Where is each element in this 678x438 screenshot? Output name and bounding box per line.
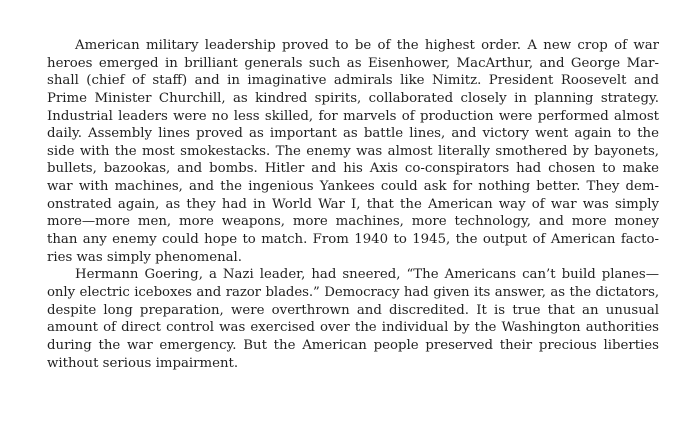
text-line: without serious impairment. [47, 355, 239, 371]
text-line: only electric iceboxes and razor blades.” Democracy had given its answer, as the dictators, [47, 284, 659, 300]
text-line: American military leadership proved to be of the highest order. A new crop of war [75, 38, 659, 53]
text-line: Prime Minister Churchill, as kindred spirits, collaborated closely in planning strategy. [47, 90, 659, 106]
text-line: Industrial leaders were no less skilled, for marvels of production were performed almost [47, 108, 659, 124]
text-line: bullets, bazookas, and bombs. Hitler and his Axis co-conspirators had chosen to make [47, 161, 659, 177]
text-line: during the war emergency. But the American people preserved their precious liberties [47, 337, 659, 353]
text-line: daily. Assembly lines proved as important as battle lines, and victory went again to the [47, 126, 659, 142]
text-line: war with machines, and the ingenious Yankees could ask for nothing better. They dem- [47, 179, 659, 195]
text-line: Hermann Goering, a Nazi leader, had sneered, “The Americans can’t build planes— [75, 267, 659, 283]
paragraph-goering-quote [47, 266, 659, 372]
text-line: ries was simply phenomenal. [47, 249, 243, 265]
text-line: heroes emerged in brilliant generals such as Eisenhower, MacArthur, and George Mar- [47, 55, 659, 71]
text-line: onstrated again, as they had in World War I, that the American way of war was simply [47, 196, 659, 212]
text-line: amount of direct control was exercised over the individual by the Washington authorities [47, 320, 659, 336]
text-line: despite long preparation, were overthrown and discredited. It is true that an unusual [47, 302, 659, 318]
text-line: more—more men, more weapons, more machines, more technology, and more money [47, 214, 659, 230]
text-line: than any enemy could hope to match. From 1940 to 1945, the output of American facto- [47, 232, 659, 248]
paragraph-military-leadership [47, 37, 659, 266]
document-page [47, 37, 659, 372]
text-line: shall (chief of staff) and in imaginative admirals like Nimitz. President Roosevelt and [47, 73, 659, 89]
text-line: side with the most smokestacks. The enemy was almost literally smothered by bayonets, [47, 143, 659, 159]
